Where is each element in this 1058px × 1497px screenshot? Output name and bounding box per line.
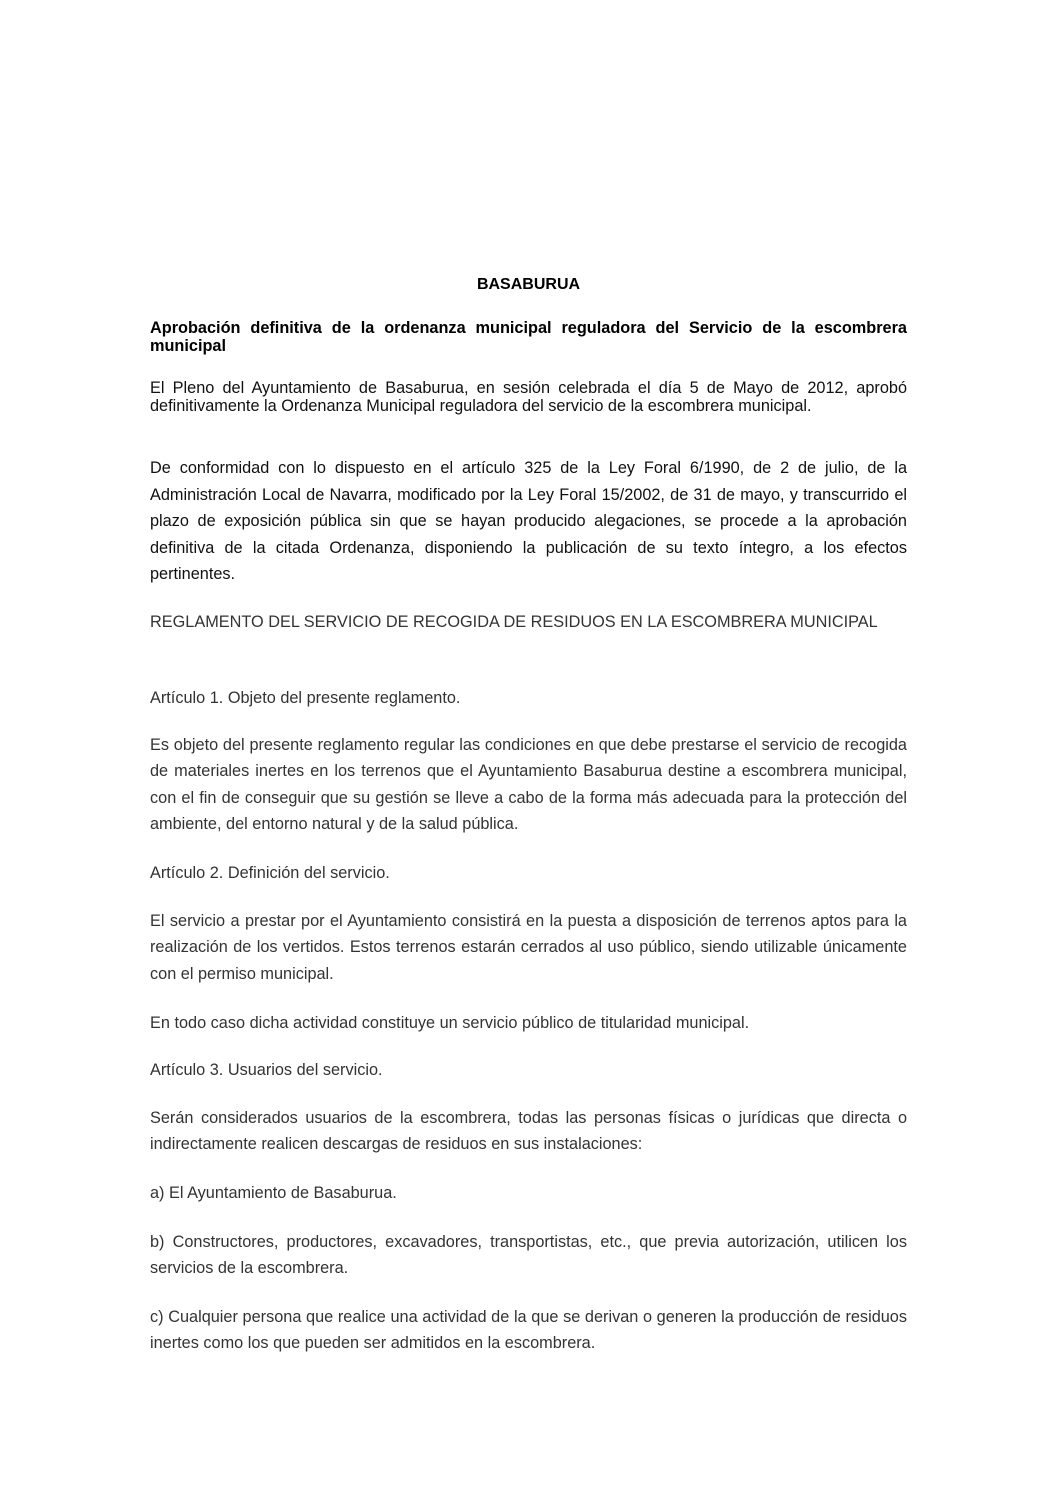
article-3-heading: Artículo 3. Usuarios del servicio. <box>150 1061 383 1079</box>
document-subtitle: Aprobación definitiva de la ordenanza municipal reguladora del Servicio de la escombrera municipal <box>150 319 907 355</box>
article-2-paragraph: El servicio a prestar por el Ayuntamiento consistirá en la puesta a disposición de terrenos aptos para la realización de los vertidos. Estos terrenos estarán cerrados al uso público, siendo utilizable únicamente con el permiso municipal. <box>150 912 907 983</box>
article-3-list-item: b) Constructores, productores, excavadores, transportistas, etc., que previa autorización, utilicen los servicios de la escombrera. <box>150 1233 907 1278</box>
article-3-list-item: c) Cualquier persona que realice una actividad de la que se derivan o generen la producción de residuos inertes como los que pueden ser admitidos en la escombrera. <box>150 1308 907 1353</box>
article-1-paragraph: Es objeto del presente reglamento regular las condiciones en que debe prestarse el servicio de recogida de materiales inertes en los terrenos que el Ayuntamiento Basaburua destine a escombrera municipal, con el fin de conseguir que su gestión se lleve a cabo de la forma más adecuada para la protección del ambiente, del entorno natural y de la salud pública. <box>150 736 907 833</box>
conformity-paragraph: De conformidad con lo dispuesto en el artículo 325 de la Ley Foral 6/1990, de 2 de julio, de la Administración Local de Navarra, modificado por la Ley Foral 15/2002, de 31 de mayo, y transcurrido el plazo de exposición pública sin que se hayan producido alegaciones, se procede a la aprobación definitiva de la citada Ordenanza, disponiendo la publicación de su texto íntegro, a los efectos pertinentes. <box>150 459 907 583</box>
article-3-list-item: a) El Ayuntamiento de Basaburua. <box>150 1184 397 1202</box>
article-2-heading: Artículo 2. Definición del servicio. <box>150 864 390 882</box>
article-1-heading: Artículo 1. Objeto del presente reglamento. <box>150 689 461 707</box>
article-3-paragraph: Serán considerados usuarios de la escombrera, todas las personas físicas o jurídicas que directa o indirectamente realicen descargas de residuos en sus instalaciones: <box>150 1109 907 1154</box>
regulation-title: REGLAMENTO DEL SERVICIO DE RECOGIDA DE RESIDUOS EN LA ESCOMBRERA MUNICIPAL <box>150 613 878 631</box>
document-title: BASABURUA <box>476 276 581 293</box>
intro-paragraph: El Pleno del Ayuntamiento de Basaburua, en sesión celebrada el día 5 de Mayo de 2012, aprobó definitivamente la Ordenanza Municipal reguladora del servicio de la escombrera municipal. <box>150 379 907 415</box>
article-2-paragraph: En todo caso dicha actividad constituye un servicio público de titularidad municipal. <box>150 1014 750 1032</box>
